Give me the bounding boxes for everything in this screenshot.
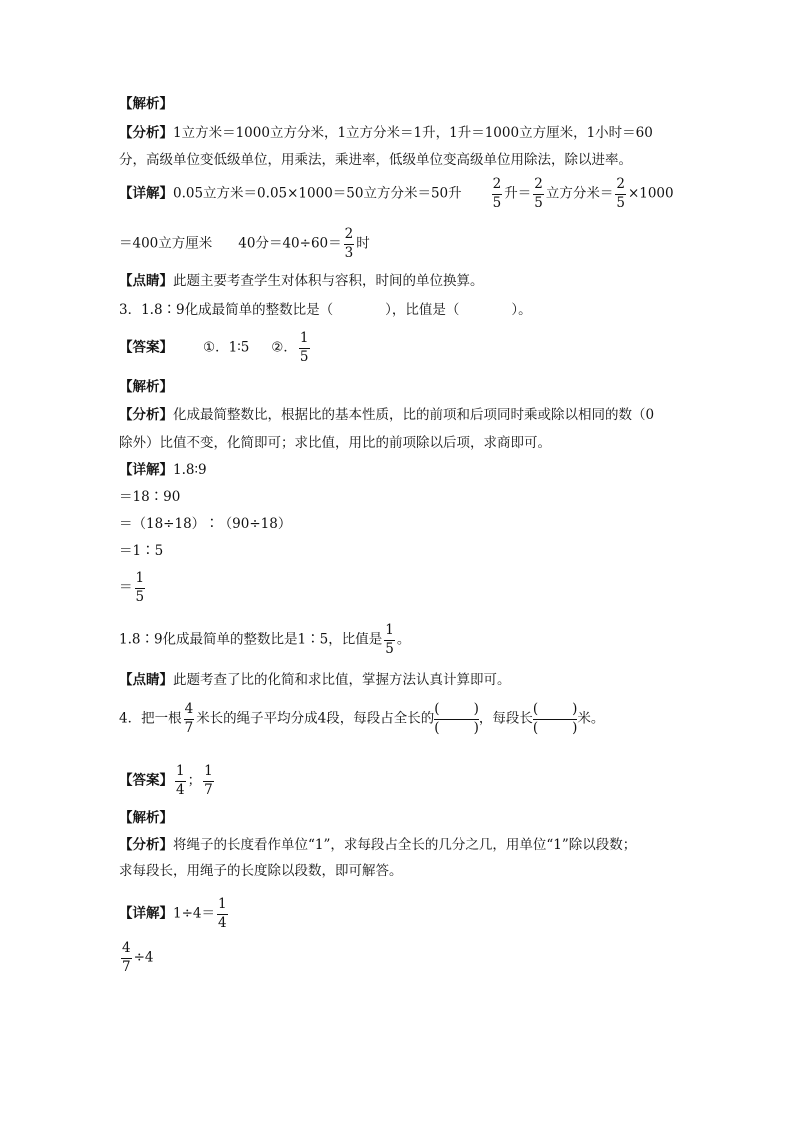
- section-heading-analysis: 【解析】: [119, 810, 173, 826]
- analysis-line-1: [119, 406, 654, 424]
- detail-text: 0.05立方米＝0.05×1000＝50立方分米＝50升: [173, 185, 462, 202]
- analysis-line-2: 除外）比值不变，化简即可；求比值，用比的前项除以后项，求商即可。: [119, 435, 551, 451]
- comment-line: [119, 671, 511, 689]
- section-heading-analysis: 【解析】: [119, 96, 173, 112]
- comment-tag: 【点睛】: [119, 273, 173, 289]
- detail-text: ＝400立方厘米: [119, 235, 213, 252]
- answer-tag: 【答案】: [119, 772, 173, 789]
- detail-line-2: [119, 228, 370, 260]
- stem-text: 米长的绳子平均分成4段，每段占全长的: [196, 710, 435, 727]
- detail-text: ÷4: [133, 949, 154, 966]
- stem-text: ）。: [511, 302, 532, 318]
- comment-tag: 【点睛】: [119, 672, 173, 688]
- fraction: $\frac{2}{3}$: [344, 226, 354, 261]
- analysis-line-1: [119, 836, 636, 854]
- fraction: $\frac{1}{4}$: [218, 896, 227, 931]
- fraction: $\frac{4}{7}$: [122, 940, 131, 975]
- detail-text: 时: [356, 235, 370, 252]
- comment-line: [119, 272, 484, 290]
- comment-text: 此题主要考查学生对体积与容积，时间的单位换算。: [173, 273, 484, 289]
- detail-line-1: [119, 178, 674, 210]
- stem-text: 3．1.8∶9化成最简单的整数比是（: [119, 302, 334, 318]
- analysis-line-1: [119, 124, 653, 142]
- analysis-line-2: 求每段长，用绳子的长度除以段数，即可解答。: [119, 863, 403, 879]
- detail-line-2: [119, 942, 154, 974]
- question-4-answer: [119, 765, 216, 797]
- detail-text: 1.8∶9: [173, 462, 207, 478]
- analysis-line-2: 分，高级单位变低级单位，用乘法，乘进率，低级单位变高级单位用除法，除以进率。: [119, 152, 632, 168]
- stem-text: 4．把一根: [119, 710, 182, 727]
- detail-step-2: ＝（18÷18）∶（90÷18）: [119, 516, 292, 532]
- question-3-stem: [119, 301, 532, 319]
- analysis-text: 1立方米＝1000立方分米，1立方分米＝1升，1升＝1000立方厘米，1小时＝60: [173, 125, 653, 141]
- analysis-tag: 【分析】: [119, 125, 173, 141]
- stem-text: 米。: [577, 710, 605, 727]
- analysis-text: 将绳子的长度看作单位“1”，求每段占全长的几分之几，用单位“1”除以段数；: [173, 837, 637, 853]
- detail-text: 升＝: [504, 185, 532, 202]
- fraction: $\frac{2}{5}$: [616, 176, 625, 211]
- fraction: $\frac{2}{5}$: [534, 176, 543, 211]
- fraction: $\frac{1}{5}$: [385, 622, 394, 657]
- fraction-blank: $\frac{( )}{( )}$: [434, 701, 479, 736]
- answer-1: ①．1∶5: [203, 339, 250, 356]
- answer-2: ②．: [271, 339, 297, 356]
- fraction: $\frac{4}{7}$: [184, 701, 194, 736]
- detail-text: 40分＝40÷60＝: [238, 235, 342, 252]
- detail-step-4: [119, 572, 147, 604]
- stem-text: ），比值是（: [385, 302, 460, 318]
- detail-tag: 【详解】: [119, 462, 173, 478]
- detail-tag: 【详解】: [119, 185, 173, 202]
- question-4-stem: [119, 703, 604, 735]
- detail-step-3: ＝1∶5: [119, 543, 164, 559]
- fraction: $\frac{2}{5}$: [492, 176, 502, 211]
- detail-tag: 【详解】: [119, 905, 173, 922]
- fraction: $\frac{1}{5}$: [135, 570, 145, 605]
- fraction: $\frac{1}{5}$: [299, 330, 309, 365]
- fraction: $\frac{1}{4}$: [176, 763, 185, 798]
- conclusion-line: [119, 624, 410, 656]
- detail-text: ＝: [119, 579, 133, 596]
- stem-text: ，每段长: [478, 710, 533, 727]
- analysis-tag: 【分析】: [119, 407, 173, 423]
- section-heading-analysis: 【解析】: [119, 379, 173, 395]
- detail-text: 1÷4＝: [173, 905, 215, 922]
- question-3-answer: [119, 332, 312, 364]
- answer-tag: 【答案】: [119, 339, 173, 356]
- analysis-tag: 【分析】: [119, 837, 173, 853]
- analysis-text: 化成最简整数比，根据比的基本性质，比的前项和后项同时乘或除以相同的数（0: [173, 407, 655, 423]
- detail-step-1: ＝18∶90: [119, 489, 181, 505]
- detail-line: [119, 461, 207, 479]
- answer-separator: ；: [187, 772, 202, 789]
- fraction-blank: $\frac{( )}{( )}$: [532, 701, 578, 736]
- fraction: $\frac{1}{7}$: [204, 763, 213, 798]
- detail-line-1: [119, 898, 230, 930]
- comment-text: 此题考查了比的化简和求比值，掌握方法认真计算即可。: [173, 672, 511, 688]
- conclusion-text: 。: [396, 631, 411, 648]
- detail-text: 立方分米＝: [545, 185, 614, 202]
- detail-text: ×1000: [627, 185, 674, 202]
- conclusion-text: 1.8∶9化成最简单的整数比是1∶5，比值是: [119, 631, 383, 648]
